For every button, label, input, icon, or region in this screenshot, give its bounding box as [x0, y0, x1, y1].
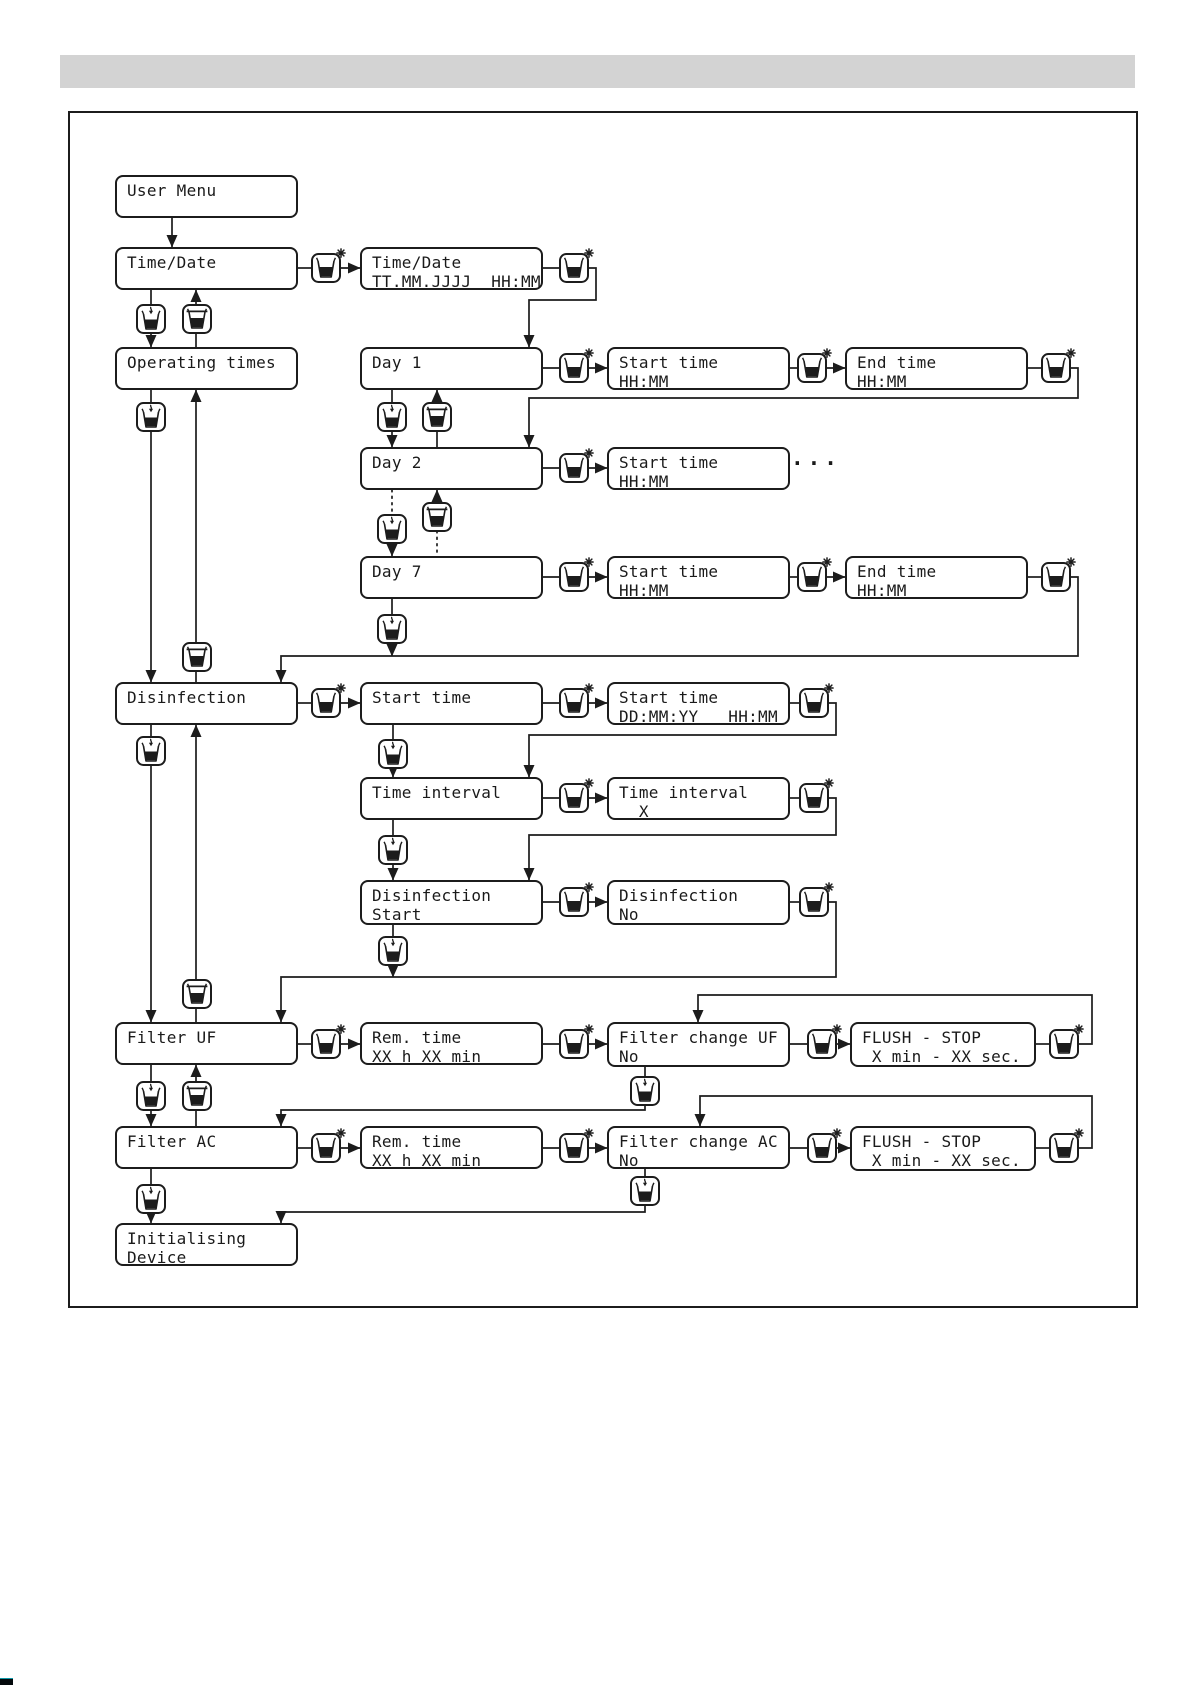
display-box-disinfection-start	[360, 880, 543, 925]
display-text-line: Start time	[619, 353, 719, 372]
confirm-button-icon	[556, 557, 595, 595]
display-text-line: Filter change UF	[619, 1028, 778, 1047]
scroll-up-button-icon	[179, 1076, 218, 1114]
display-text-line: End time	[857, 562, 937, 581]
connector-line	[281, 1105, 645, 1126]
display-box-disinfection	[115, 682, 298, 725]
display-text-line: HH:MM	[857, 372, 907, 391]
display-box-flush-uf	[850, 1022, 1036, 1067]
confirm-button-icon	[1046, 1024, 1085, 1062]
confirm-button-icon	[556, 882, 595, 920]
display-text-line: X min - XX sec.	[862, 1047, 1021, 1066]
display-text-line: HH:MM	[857, 581, 907, 600]
scroll-down-button-icon	[133, 731, 172, 769]
display-text-line: TT.MM.JJJJ HH:MM	[372, 272, 541, 291]
display-text-line: X	[619, 802, 649, 821]
confirm-button-icon	[794, 348, 833, 386]
scroll-down-button-icon	[374, 397, 413, 435]
display-box-day1	[360, 347, 543, 390]
confirm-button-icon	[1038, 348, 1077, 386]
display-text-line: No	[619, 1047, 639, 1066]
display-text-line: Day 1	[372, 353, 422, 372]
scroll-up-button-icon	[179, 974, 218, 1012]
display-text-line: Disinfection	[127, 688, 247, 707]
confirm-button-icon	[556, 778, 595, 816]
display-text-line: Time/Date	[372, 253, 462, 272]
display-text-line: Start time	[619, 688, 719, 707]
display-box-operating-times	[115, 347, 298, 390]
confirm-button-icon	[556, 448, 595, 486]
display-text-line: Device	[127, 1248, 187, 1267]
confirm-button-icon	[796, 778, 835, 816]
display-text-line: DD:MM:YY HH:MM	[619, 707, 778, 726]
display-box-disinfection-start-time	[360, 682, 543, 725]
display-text-line: Start time	[372, 688, 472, 707]
display-text-line: Time interval	[619, 783, 749, 802]
scroll-down-button-icon	[133, 299, 172, 337]
display-box-day2-start	[607, 447, 790, 490]
confirm-button-icon	[804, 1128, 843, 1166]
display-box-flush-ac	[850, 1126, 1036, 1171]
display-box-filter-ac	[115, 1126, 298, 1169]
display-text-line: Rem. time	[372, 1028, 462, 1047]
display-box-initialising-device	[115, 1223, 298, 1266]
scroll-up-button-icon	[179, 637, 218, 675]
display-text-line: Disinfection	[372, 886, 492, 905]
confirm-button-icon	[1046, 1128, 1085, 1166]
display-box-time-date	[115, 247, 298, 290]
display-text-line: Filter UF	[127, 1028, 217, 1047]
display-text-line: Disinfection	[619, 886, 739, 905]
display-box-time-interval	[360, 777, 543, 820]
display-text-line: Operating times	[127, 353, 276, 372]
display-text-line: User Menu	[127, 181, 217, 200]
scroll-down-button-icon	[627, 1071, 666, 1109]
confirm-button-icon	[556, 348, 595, 386]
confirm-button-icon	[556, 1128, 595, 1166]
display-text-line: Filter AC	[127, 1132, 217, 1151]
display-box-day1-end	[845, 347, 1028, 390]
display-box-day2	[360, 447, 543, 490]
display-box-filter-change-ac	[607, 1126, 790, 1169]
display-text-line: No	[619, 1151, 639, 1170]
display-box-user-menu	[115, 175, 298, 218]
confirm-button-icon	[308, 1024, 347, 1062]
confirm-button-icon	[796, 683, 835, 721]
confirm-button-icon	[1038, 557, 1077, 595]
display-box-rem-time-ac	[360, 1126, 543, 1169]
confirm-button-icon	[556, 683, 595, 721]
display-text-line: Start time	[619, 453, 719, 472]
display-box-time-interval-value	[607, 777, 790, 820]
scroll-down-button-icon	[374, 509, 413, 547]
display-box-disinfection-start-time-value	[607, 682, 790, 725]
display-text-line: No	[619, 905, 639, 924]
scroll-down-button-icon	[375, 734, 414, 772]
scroll-down-button-icon	[133, 397, 172, 435]
display-text-line: FLUSH - STOP	[862, 1028, 982, 1047]
display-text-line: Day 7	[372, 562, 422, 581]
display-text-line: XX h XX min	[372, 1047, 482, 1066]
display-text-line: HH:MM	[619, 581, 669, 600]
confirm-button-icon	[796, 882, 835, 920]
scroll-down-button-icon	[133, 1179, 172, 1217]
scroll-up-button-icon	[179, 299, 218, 337]
display-text-line: Time/Date	[127, 253, 217, 272]
confirm-button-icon	[794, 557, 833, 595]
confirm-button-icon	[556, 1024, 595, 1062]
scroll-down-button-icon	[374, 609, 413, 647]
display-text-line: Day 2	[372, 453, 422, 472]
display-box-filter-change-uf	[607, 1022, 790, 1067]
display-box-day7-end	[845, 556, 1028, 599]
connector-line	[281, 1205, 645, 1223]
confirm-button-icon	[556, 248, 595, 286]
display-text-line: HH:MM	[619, 472, 669, 491]
display-text-line: Start time	[619, 562, 719, 581]
continuation-ellipsis: ...	[791, 446, 841, 470]
display-text-line: End time	[857, 353, 937, 372]
scroll-down-button-icon	[627, 1171, 666, 1209]
display-text-line: HH:MM	[619, 372, 669, 391]
display-box-day7-start	[607, 556, 790, 599]
display-text-line: FLUSH - STOP	[862, 1132, 982, 1151]
display-text-line: Initialising	[127, 1229, 247, 1248]
confirm-button-icon	[308, 683, 347, 721]
display-box-day7	[360, 556, 543, 599]
scroll-down-button-icon	[133, 1076, 172, 1114]
display-box-rem-time-uf	[360, 1022, 543, 1065]
scroll-up-button-icon	[419, 397, 458, 435]
confirm-button-icon	[804, 1024, 843, 1062]
confirm-button-icon	[308, 1128, 347, 1166]
display-text-line: XX h XX min	[372, 1151, 482, 1170]
display-text-line: Time interval	[372, 783, 502, 802]
scroll-up-button-icon	[419, 497, 458, 535]
display-box-disinfection-start-value	[607, 880, 790, 925]
display-box-day1-start	[607, 347, 790, 390]
display-box-filter-uf	[115, 1022, 298, 1065]
display-text-line: X min - XX sec.	[862, 1151, 1021, 1170]
display-box-time-date-value	[360, 247, 543, 290]
scroll-down-button-icon	[375, 830, 414, 868]
display-text-line: Start	[372, 905, 422, 924]
display-text-line: Filter change AC	[619, 1132, 778, 1151]
scroll-down-button-icon	[375, 931, 414, 969]
display-text-line: Rem. time	[372, 1132, 462, 1151]
confirm-button-icon	[308, 248, 347, 286]
